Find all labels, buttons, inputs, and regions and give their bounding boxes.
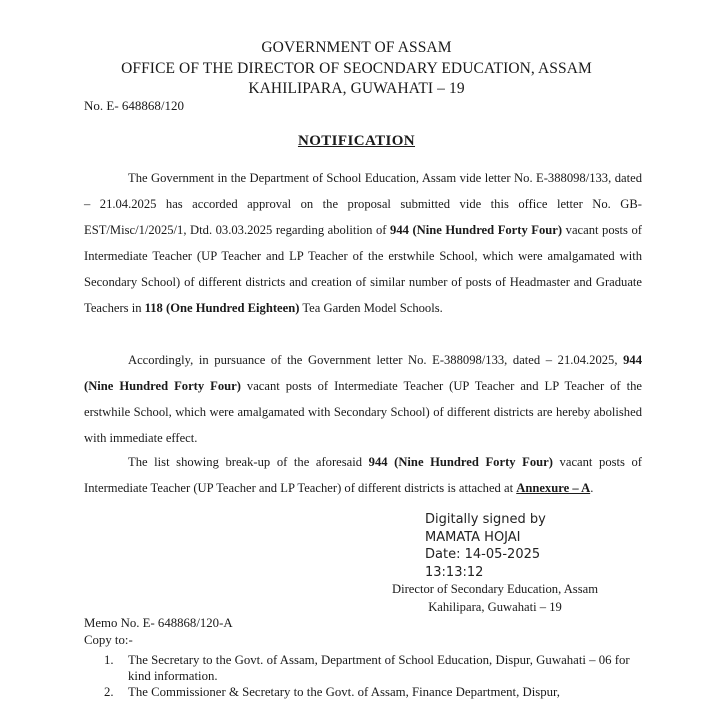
memo-number: No. E- 648868/120 [84, 98, 185, 113]
memo-number-copy: Memo No. E- 648868/120-A [84, 616, 233, 630]
annexure-reference: Annexure – A [516, 481, 591, 495]
copy-item-1: 1. The Secretary to the Govt. of Assam, Department of School Education, Dispur, Guwahati – 06 for kind information. [104, 653, 630, 683]
director-title: Director of Secondary Education, Assam [392, 582, 598, 596]
copy-item-2: 2. The Commissioner & Secretary to the Govt. of Assam, Finance Department, Dispur, [104, 685, 561, 699]
notification-title: NOTIFICATION [297, 133, 416, 149]
paragraph-2: Accordingly, in pursuance of the Government letter No. E-388098/133, dated – 21.04.2025, 944 (Nine Hundred Forty Four) vacant posts of Intermediate Teacher (UP Teacher and LP Teacher of the erstwhile School, which were amalgamated with Secondary School) of different districts are hereby abolished with immediate effect. [84, 353, 642, 445]
paragraph-3: The list showing break-up of the aforesaid 944 (Nine Hundred Forty Four) vacant posts of Intermediate Teacher (UP Teacher and LP Teacher) of different districts is attached at Annexure – A. [84, 455, 643, 495]
digital-signature: Digitally signed by MAMATA HOJAI Date: 14-05-2025 13:13:12 [425, 512, 546, 580]
director-address: Kahilipara, Guwahati – 19 [428, 600, 562, 614]
header-government: GOVERNMENT OF ASSAM [261, 39, 452, 56]
copy-to-label: Copy to:- [84, 633, 133, 647]
header-office: OFFICE OF THE DIRECTOR OF SEOCNDARY EDUCATION, ASSAM [121, 60, 592, 77]
paragraph-1: The Government in the Department of School Education, Assam vide letter No. E-388098/133, dated – 21.04.2025 has accorded approval on the proposal submitted vide this office letter No. GB-EST/Misc/1/2025/1, Dtd. 03.03.2025 regarding abolition of 944 (Nine Hundred Forty Four) vacant posts of Intermediate Teacher (UP Teacher and LP Teacher of the erstwhile School, which were amalgamated with Secondary School) of different districts and creation of similar number of posts of Headmaster and Graduate Teachers in 118 (One Hundred Eighteen) Tea Garden Model Schools. [84, 171, 642, 315]
header-address: KAHILIPARA, GUWAHATI – 19 [248, 80, 465, 97]
